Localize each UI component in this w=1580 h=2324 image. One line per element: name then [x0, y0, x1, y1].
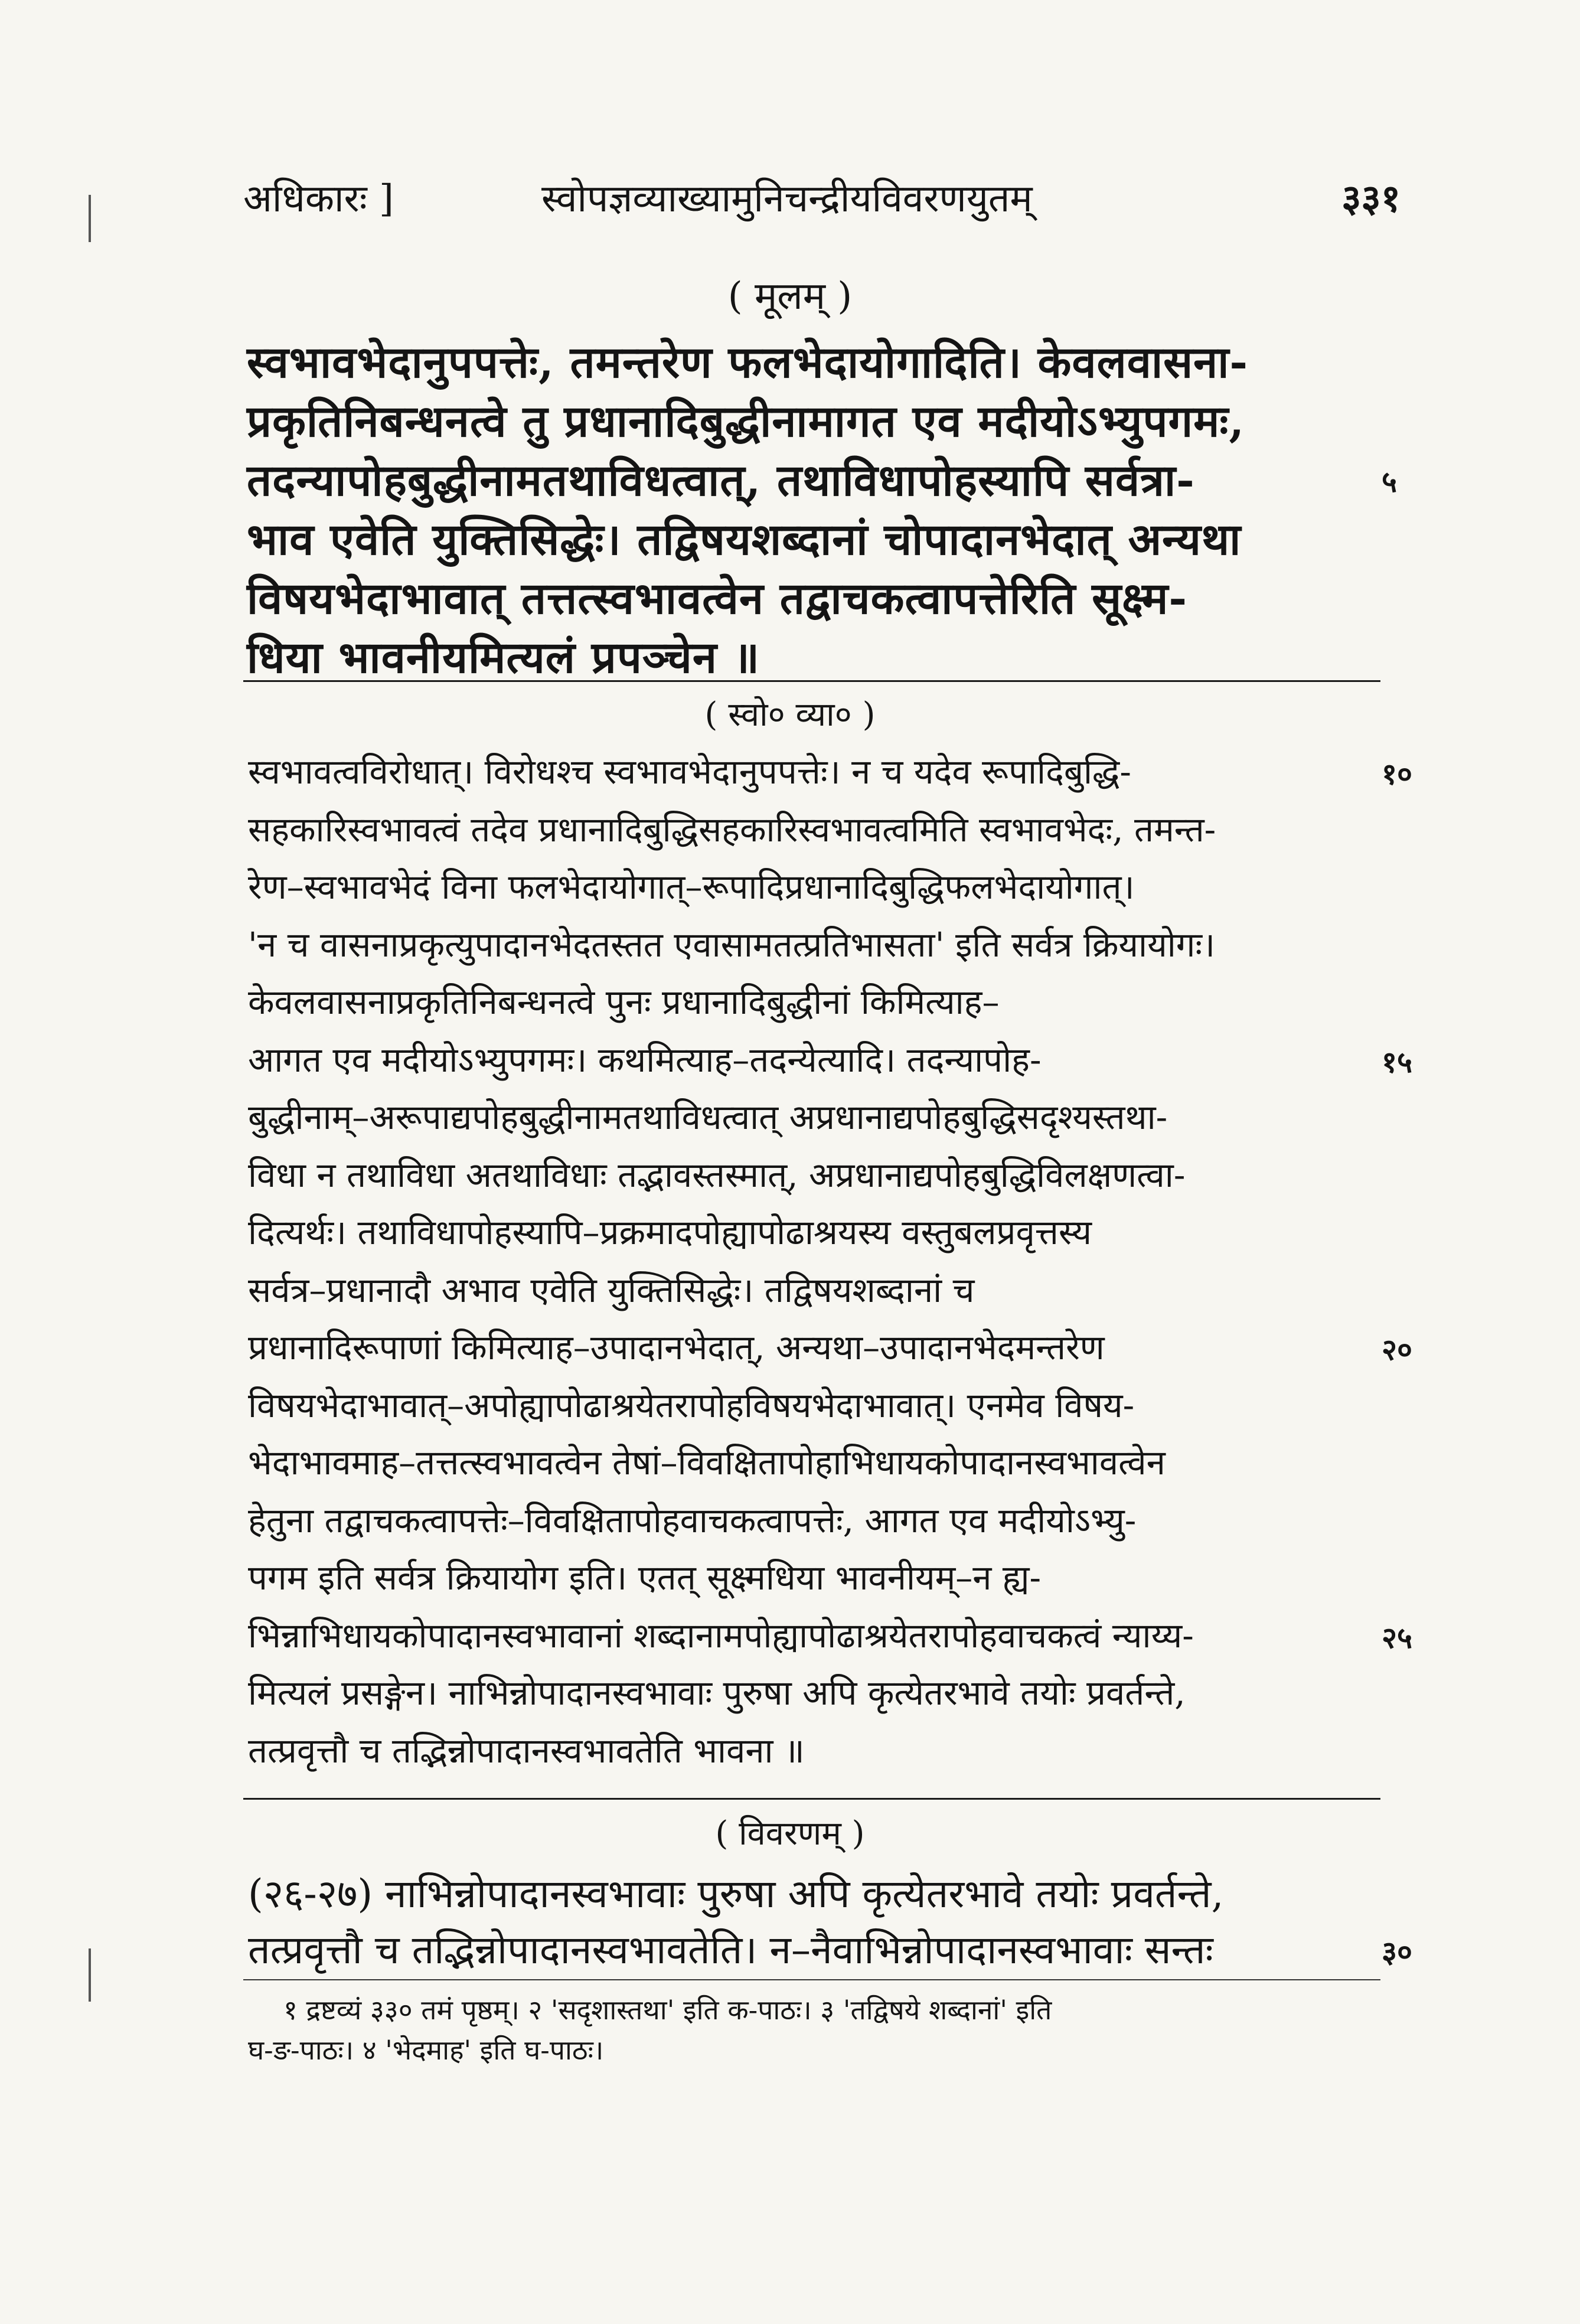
vyakhya-line: प्रधानादिरूपाणां किमित्याह–उपादानभेदात्, अन्यथा–उपादानभेदमन्तरेण	[248, 1327, 1105, 1367]
vyakhya-heading: ( स्वो० व्या० )	[704, 696, 876, 734]
line-number: १०	[1382, 756, 1412, 791]
mula-line: प्रकृतिनिबन्धनत्वे तु प्रधानादिबुद्धीनामागत एव मदीयोऽभ्युपगमः,	[247, 396, 1245, 447]
mula-heading: ( मूलम् )	[727, 275, 853, 318]
vyakhya-line: आगत एव मदीयोऽभ्युपगमः। कथमित्याह–तदन्येत्यादि। तदन्यापोह-	[248, 1040, 1042, 1080]
mula-line: स्वभावभेदानुपपत्तेः, तमन्तरेण फलभेदायोगादिति। केवलवासना-	[247, 337, 1249, 388]
line-number: २५	[1382, 1620, 1412, 1655]
page-number: ३३१	[1341, 177, 1401, 221]
vyakhya-line: हेतुना तद्वाचकत्वापत्तेः–विवक्षितापोहवाचकत्वापत्तेः, आगत एव मदीयोऽभ्यु-	[248, 1500, 1137, 1540]
line-number: ५	[1382, 464, 1397, 499]
vyakhya-line: सहकारिस्वभावत्वं तदेव प्रधानादिबुद्धिसहकारिस्वभावत्वमिति स्वभावभेदः, तमन्त-	[248, 810, 1216, 850]
vyakhya-line: पगम इति सर्वत्र क्रियायोग इति। एतत् सूक्ष्मधिया भावनीयम्–न ह्य-	[248, 1558, 1042, 1598]
line-number: ३०	[1382, 1934, 1412, 1969]
vyakhya-line: 'न च वासनाप्रकृत्युपादानभेदतस्तत एवासामतत्प्रतिभासता' इति सर्वत्र क्रियायोगः।	[248, 925, 1216, 965]
book-title: स्वोपज्ञव्याख्यामुनिचन्द्रीयविवरणयुतम्	[541, 177, 1033, 221]
line-number: १५	[1382, 1045, 1412, 1079]
vyakhya-line: सर्वत्र–प्रधानादौ अभाव एवेति युक्तिसिद्धेः। तद्विषयशब्दानां च	[248, 1270, 975, 1310]
vyakhya-line: बुद्धीनाम्–अरूपाद्यपोहबुद्धीनामतथाविधत्वात् अप्रधानाद्यपोहबुद्धिसदृश्यस्तथा-	[248, 1097, 1168, 1137]
footnote-line: १ द्रष्टव्यं ३३० तमं पृष्ठम्। २ 'सदृशास्तथा' इति क-पाठः। ३ 'तद्विषये शब्दानां' इति	[283, 1994, 1052, 2026]
vyakhya-line: स्वभावत्वविरोधात्। विरोधश्च स्वभावभेदानुपपत्तेः। न च यदेव रूपादिबुद्धि-	[248, 752, 1131, 792]
mula-line: विषयभेदाभावात् तत्तत्स्वभावत्वेन तद्वाचकत्वापत्तेरिति सूक्ष्म-	[247, 573, 1188, 624]
vyakhya-line: भिन्नाभिधायकोपादानस्वभावानां शब्दानामपोह्यापोढाश्रयेतरापोहवाचकत्वं न्याय्य-	[248, 1615, 1194, 1656]
mula-line: भाव एवेति युक्तिसिद्धेः। तद्विषयशब्दानां चोपादानभेदात् अन्यथा	[247, 514, 1242, 565]
vivarana-heading: ( विवरणम् )	[715, 1814, 865, 1853]
vivarana-line: तत्प्रवृत्तौ च तद्भिन्नोपादानस्वभावतेति। न–नैवाभिन्नोपादानस्वभावाः सन्तः	[248, 1927, 1213, 1973]
vivarana-line: (२६-२७) नाभिन्नोपादानस्वभावाः पुरुषा अपि कृत्येतरभावे तयोः प्रवर्तन्ते,	[248, 1871, 1224, 1917]
mula-line: तदन्यापोहबुद्धीनामतथाविधत्वात्, तथाविधापोहस्यापि सर्वत्रा-	[247, 455, 1195, 506]
vyakhya-line: तत्प्रवृत्तौ च तद्भिन्नोपादानस्वभावतेति भावना ॥	[248, 1731, 805, 1771]
mula-line: धिया भावनीयमित्यलं प्रपञ्चेन ॥	[247, 632, 760, 683]
vyakhya-line: केवलवासनाप्रकृतिनिबन्धनत्वे पुनः प्रधानादिबुद्धीनां किमित्याह–	[248, 982, 1000, 1022]
scan-mark	[89, 195, 91, 242]
scan-mark	[89, 1948, 91, 2002]
vyakhya-line: दित्यर्थः। तथाविधापोहस्यापि–प्रक्रमादपोह्यापोढाश्रयस्य वस्तुबलप्रवृत्तस्य	[248, 1212, 1092, 1252]
footnote-line: घ-ङ-पाठः। ४ 'भेदमाह' इति घ-पाठः।	[248, 2034, 604, 2066]
section-divider	[243, 680, 1380, 682]
line-number: २०	[1382, 1332, 1412, 1367]
vyakhya-line: विधा न तथाविधा अतथाविधाः तद्भावस्तस्मात्, अप्रधानाद्यपोहबुद्धिविलक्षणत्वा-	[248, 1155, 1186, 1195]
vyakhya-line: रेण–स्वभावभेदं विना फलभेदायोगात्–रूपादिप्रधानादिबुद्धिफलभेदायोगात्।	[248, 867, 1135, 907]
vyakhya-line: भेदाभावमाह–तत्तत्स्वभावत्वेन तेषां–विवक्षितापोहाभिधायकोपादानस्वभावत्वेन	[248, 1442, 1166, 1483]
running-head	[243, 171, 1401, 221]
chapter-marker: अधिकारः ]	[243, 177, 394, 221]
footnote-divider	[243, 1979, 1380, 1980]
vyakhya-line: विषयभेदाभावात्–अपोह्यापोढाश्रयेतरापोहविषयभेदाभावात्। एनमेव विषय-	[248, 1385, 1135, 1425]
section-divider	[243, 1798, 1380, 1800]
vyakhya-line: मित्यलं प्रसङ्गेन। नाभिन्नोपादानस्वभावाः पुरुषा अपि कृत्येतरभावे तयोः प्रवर्तन्ते,	[248, 1673, 1186, 1713]
